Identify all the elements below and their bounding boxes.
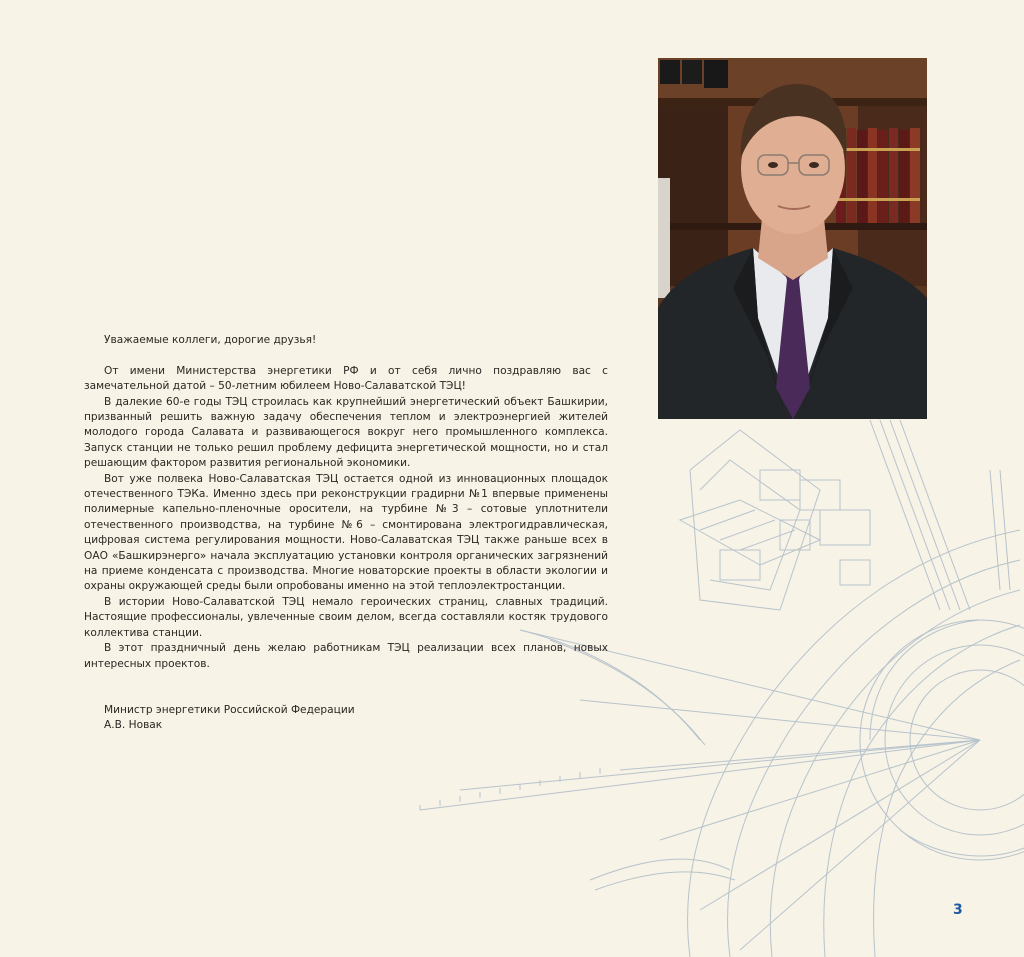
letter-paragraph: В этот праздничный день желаю работникам ТЭЦ реализации всех планов, новых интересных проектов. — [84, 642, 608, 670]
letter-greeting: Уважаемые коллеги, дорогие друзья! — [104, 334, 317, 346]
letter-paragraph: В истории Ново-Салаватской ТЭЦ немало героических страниц, славных традиций. Настоящие профессионалы, увлеченные своим делом, всегда составляли костяк трудового коллектива станции. — [84, 595, 608, 639]
page-number: 3 — [953, 902, 963, 918]
letter-paragraph: Вот уже полвека Ново-Салаватская ТЭЦ остается одной из инновационных площадок отечественного ТЭКа. Именно здесь при реконструкции градирни №1 впервые применены полимерные капельно-пленочные оросители, на турбине №3 – сотовые уплотнители отечественного производства, на турбине №6 – смонтирована электрогидравлическая, цифровая система регулирования мощности. Ново-Салаватская ТЭЦ также раньше всех в ОАО «Башкирэнерго» начала эксплуатацию установки контроля органических загрязнений на приеме конденсата с производства. Многие новаторские проекты в области экологии и охраны окружающей среды были опробованы именно на этой теплоэлектростанции. — [84, 472, 608, 593]
signature-name: А.В. Новак — [104, 719, 163, 732]
letter-paragraph: В далекие 60-е годы ТЭЦ строилась как крупнейший энергетический объект Башкирии, призванный решить важную задачу обеспечения теплом и электроэнергией жителей молодого города Салавата и развивающегося вокруг него промышленного комплекса. Запуск станции не только решил проблему дефицита энергетической мощности, но и стал решающим фактором развития региональной экономики. — [84, 395, 608, 470]
letter-body — [84, 333, 608, 672]
signature-block — [104, 703, 355, 734]
signature-position: Министр энергетики Российской Федерации — [104, 704, 355, 716]
letter-paragraph: От имени Министерства энергетики РФ и от себя лично поздравляю вас с замечательной датой – 50-летним юбилеем Ново-Салаватской ТЭЦ! — [84, 364, 608, 393]
portrait-photo — [658, 58, 927, 419]
